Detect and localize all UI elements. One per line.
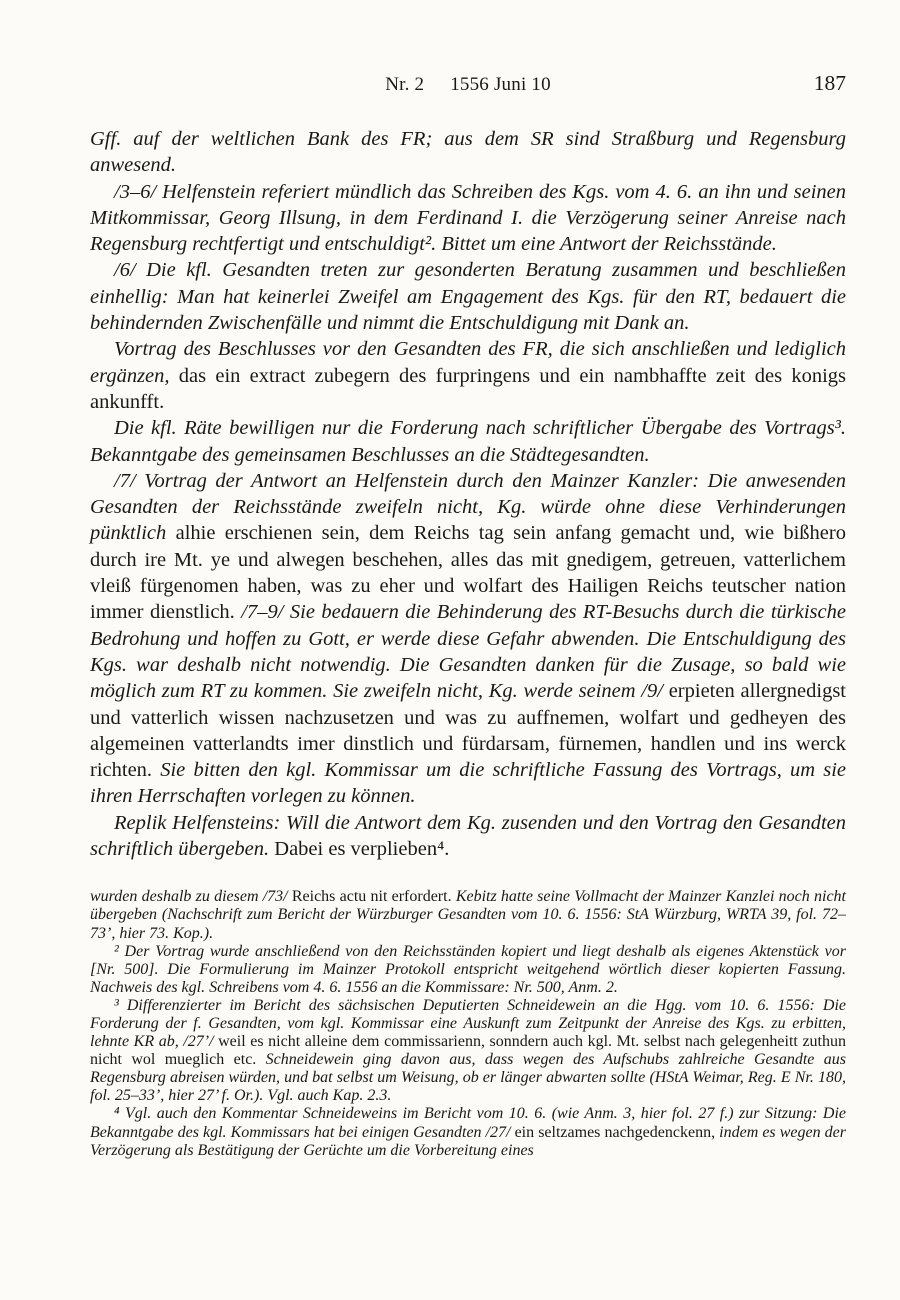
text-segment: Replik Helfensteins: Will die Antwort dem Kg. zusenden und den Vortrag den Gesandten schriftlich übergeben. xyxy=(90,811,846,861)
text-segment: Gff. auf der weltlichen Bank des FR; aus dem SR sind Straßburg und Regensburg anwesend. xyxy=(90,128,846,177)
text-segment: Kebitz hatte seine Vollmacht der Mainzer Kanzlei noch nicht übergeben (Nachschrift zum Bericht der Würzburger Gesandten vom 10. 6. 1556: StA Würzburg, WRTA 39, fol. 72–73’, hier 73. Kop.). xyxy=(90,888,847,942)
running-header xyxy=(90,71,846,100)
footnote-3 xyxy=(90,997,846,1106)
header-number-label: Nr. 2 xyxy=(385,74,425,95)
body-paragraph xyxy=(90,810,846,863)
body-paragraph xyxy=(90,179,846,258)
header-date-label: 1556 Juni 10 xyxy=(450,74,551,95)
text-segment: /3–6/ Helfenstein referiert mündlich das Schreiben des Kgs. vom 4. 6. an ihn und seinen Mitkommissar, Georg Illsung, in dem Ferdinand I. die Verzögerung seiner Anreise nach Regensburg rechtfertigt und entschuldigt². Bittet um eine Antwort der Reichsstände. xyxy=(90,180,846,256)
text-segment: /7/ Vortrag der Antwort an Helfenstein durch den Mainzer Kanzler: Die anwesenden Gesandten der Reichsstände zweifeln nicht, Kg. würde ohne diese Verhinderungen pünktlich xyxy=(90,469,846,545)
body-paragraph xyxy=(90,336,846,415)
text-segment: indem es wegen der Verzögerung als Bestätigung der Gerüchte um die Vorbereitung eines xyxy=(90,1123,847,1159)
text-segment: wurden deshalb zu diesem /73/ xyxy=(90,888,292,906)
text-segment: Sie bitten den kgl. Kommissar um die schriftliche Fassung des Vortrags, um sie ihren Herrschaften vorlegen zu können. xyxy=(90,759,847,808)
footnote-2 xyxy=(90,943,846,997)
footnotes xyxy=(90,888,846,1159)
text-segment: Reichs actu nit erfordert. xyxy=(291,888,456,906)
body-paragraph xyxy=(90,468,846,810)
text-segment: ³ Differenzierter im Bericht des sächsischen Deputierten Schneidewein an die Hgg. vom 10. 6. 1556: Die Forderung der f. Gesandten, vom kgl. Kommissar eine Auskunft zum Zeitpunkt der Anreise des Kgs. zu erbitten, lehnte KR ab, /27’/ xyxy=(90,996,846,1051)
text-segment: ⁴ Vgl. auch den Kommentar Schneideweins im Bericht vom 10. 6. (wie Anm. 3, hier fol. 27 f.) zur Sitzung: Die Bekanntgabe des kgl. Kommissars hat bei einigen Gesandten /27/ xyxy=(90,1105,846,1141)
body-paragraph-continuation xyxy=(90,126,846,179)
text-segment: Dabei es verplieben⁴. xyxy=(274,838,450,861)
body-paragraph xyxy=(90,257,846,336)
page-number: 187 xyxy=(813,71,846,95)
text-column xyxy=(90,71,847,1160)
body-paragraph xyxy=(90,415,846,468)
text-segment: erpieten allergnedigst und vatterlich wissen nachzusetzen und was zu auffnemen, wolfart und gedheyen des algemeinen vatterlandts imer dinstlich und fürdarsam, fürnemen, handlen und ins werck richten. xyxy=(90,680,846,782)
text-segment: Schneidewein ging davon aus, dass wegen des Aufschubs zahlreiche Gesandte aus Regensburg abreisen würden, und bat selbst um Weisung, ob er länger abwarten sollte (HStA Weimar, Reg. E Nr. 180, fol. 25–33’, hier 27’ f. Or.). Vgl. auch Kap. 2.3. xyxy=(90,1051,846,1105)
text-segment: weil es nicht alleine dem commissarienn, sonndern auch kgl. Mt. selbst nach gelegenheitt zuthun nicht wol mueglich etc. xyxy=(90,1033,847,1069)
text-segment: das ein extract zubegern des furpringens und ein nambhaffte zeit des konigs ankunfft. xyxy=(90,364,846,413)
text-segment: alhie erschienen sein, dem Reichs tag sein anfang gemacht und, wie bißhero durch ire Mt. ye und alwegen beschehen, alles das mit gnedigem, getreuen, vatterlichem vleiß fürgenomen haben, was zu eher und wolfart des Hailigen Reichs teutscher nation immer dienstlich. xyxy=(90,522,846,624)
text-segment: Die kfl. Räte bewilligen nur die Forderung nach schriftlicher Übergabe des Vortrags³. Bekanntgabe des gemeinsamen Beschlusses an die Städtegesandten. xyxy=(90,417,846,466)
text-segment: ² Der Vortrag wurde anschließend von den Reichsständen kopiert und liegt deshalb als eigenes Aktenstück vor [Nr. 500]. Die Formulierung im Mainzer Protokoll entspricht weitgehend wörtlich dieser kopierten Fassung. Nachweis des kgl. Schreibens vom 4. 6. 1556 an die Kommissare: Nr. 500, Anm. 2. xyxy=(90,942,846,996)
text-segment: /7–9/ Sie bedauern die Behinderung des RT-Besuchs durch die türkische Bedrohung und hoffen zu Gott, er werde diese Gefahr abwenden. Die Entschuldigung des Kgs. war deshalb nicht notwendig. Die Gesandten danken für die Zusage, so bald wie möglich zum RT zu kommen. Sie zweifeln nicht, Kg. werde seinem /9/ xyxy=(90,601,846,703)
footnote-continuation xyxy=(90,888,846,942)
text-segment: /6/ Die kfl. Gesandten treten zur gesonderten Beratung zusammen und beschließen einhellig: Man hat keinerlei Zweifel am Engagement des Kgs. für den RT, bedauert die behindernden Zwischenfälle und nimmt die Entschuldigung mit Dank an. xyxy=(90,259,846,335)
header-caption xyxy=(90,74,846,96)
text-segment: Vortrag des Beschlusses vor den Gesandten des FR, die sich anschließen und lediglich ergänzen, xyxy=(90,338,846,387)
text-segment: ein seltzames nachgedenckenn, xyxy=(514,1123,720,1141)
body-text xyxy=(90,126,846,862)
footnote-4 xyxy=(90,1105,846,1159)
